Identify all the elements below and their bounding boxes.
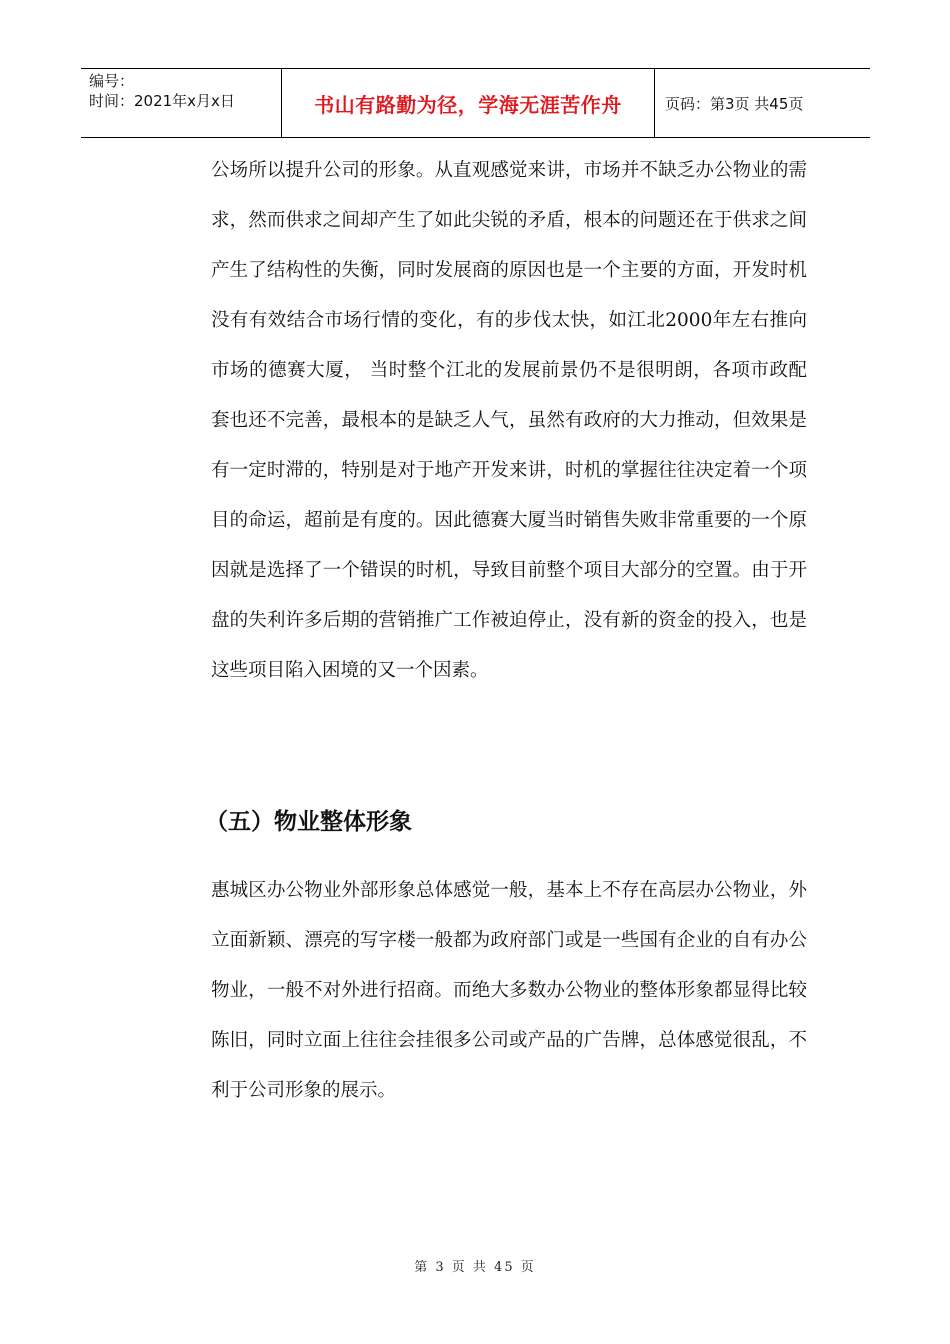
- page-header: [81, 68, 870, 138]
- document-number-label: 编号：: [89, 72, 135, 90]
- page-footer: 第 3 页 共 45 页: [414, 1260, 536, 1275]
- header-motto: 书山有路勤为径，学海无涯苦作舟: [282, 69, 655, 137]
- body-paragraph-2: 惠城区办公物业外部形象总体感觉一般，基本上不存在高层办公物业，外立面新颖、漂亮的写字楼一般都为政府部门或是一些国有企业的自有办公物业，一般不对外进行招商。而绝大多数办公物业的整体形象都显得比较陈旧，同时立面上往往会挂很多公司或产品的广告牌，总体感觉很乱，不利于公司形象的展示。: [211, 880, 807, 1101]
- body-paragraph-1: 公场所以提升公司的形象。从直观感觉来讲，市场并不缺乏办公物业的需求，然而供求之间却产生了如此尖锐的矛盾，根本的问题还在于供求之间产生了结构性的失衡，同时发展商的原因也是一个主要的方面，开发时机没有有效结合市场行情的变化，有的步伐太快，如江北2000年左右推向市场的德赛大厦， 当时整个江北的发展前景仍不是很明朗，各项市政配套也还不完善，最根本的是缺乏人气，虽然有政府的大力推动，但效果是有一定时滞的，特别是对于地产开发来讲，时机的掌握往往决定着一个项目的命运，超前是有度的。因此德赛大厦当时销售失败非常重要的一个原因就是选择了一个错误的时机，导致目前整个项目大部分的空置。由于开盘的失利许多后期的营销推广工作被迫停止，没有新的资金的投入，也是这些项目陷入困境的又一个因素。: [211, 160, 807, 681]
- header-page-info: 页码：第3页 共45页: [665, 94, 804, 113]
- document-time-label: 时间：2021年x月x日: [89, 92, 235, 110]
- section-heading: （五）物业整体形象: [205, 809, 412, 835]
- header-meta: [81, 69, 282, 137]
